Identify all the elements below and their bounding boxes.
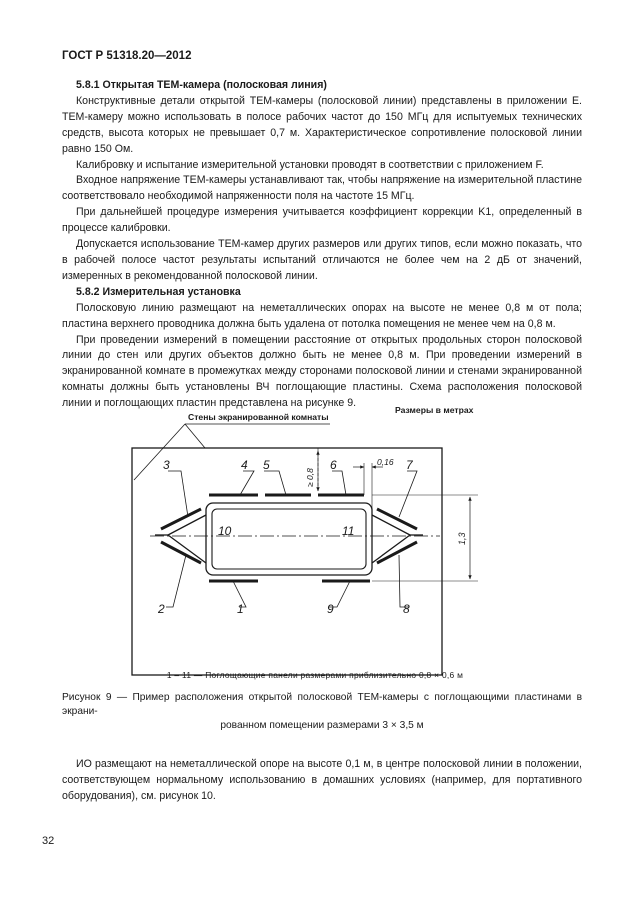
figure-caption [62, 691, 582, 733]
document-code-header: ГОСТ Р 51318.20—2012 [62, 50, 192, 62]
dim-top-label: ≥ 0,8 [305, 468, 315, 487]
panel-7 [377, 509, 417, 529]
label-7: 7 [406, 458, 413, 472]
label-9: 9 [327, 602, 334, 616]
section-582-paragraph: Полосковую линию размещают на неметаллических опорах на высоте не менее 0,8 м от пола; пластина верхнего проводника должна быть удалена от потолка помещения не менее чем на 0,8 м. [62, 301, 582, 330]
section-582-heading: 5.8.2 Измерительная установка [76, 285, 241, 298]
leader-2 [166, 555, 186, 607]
main-text [62, 78, 582, 412]
section-581-heading: 5.8.1 Открытая ТЕМ-камера (полосковая линия) [76, 79, 327, 91]
label-3: 3 [163, 458, 170, 472]
section-581-paragraph: Калибровку и испытание измерительной установки проводят в соответствии с приложением F. [76, 158, 544, 171]
label-6: 6 [330, 458, 337, 472]
section-581-paragraph: Конструктивные детали открытой ТЕМ-камеры (полосковой линии) представлены в приложении Е. ТЕМ-камеру можно использовать в полосе рабочих частот до 150 МГц для испытуемых технических средств, высота которых не превышает 0,7 м. Характеристическое сопротивление полосковой линии равно 150 Ом. [62, 94, 582, 155]
leader-5 [264, 471, 286, 495]
panel-3 [161, 509, 201, 529]
figure-9-diagram [0, 385, 630, 685]
page-number: 32 [42, 835, 55, 847]
dim-width-label: 1,3 [457, 532, 467, 545]
label-10: 10 [218, 524, 232, 538]
leader-7 [399, 471, 417, 517]
walls-leader-2 [185, 424, 205, 448]
section-582-paragraph: При проведении измерений в помещении расстояние от открытых продольных сторон полосковой линии до стен или других объектов должно быть не менее 0,8 м. При проведении измерений в экранированной комнате в промежутках между сторонами полосковой линии и стенами экранированной комнаты должны быть установлены ВЧ поглощающие пластины. Схема расположения полосковой линии и поглощающих пластин представлена на рисунке 9. [62, 333, 582, 410]
units-label: Размеры в метрах [395, 405, 474, 415]
figure-caption-line-1: Рисунок 9 — Пример расположения открытой полосковой ТЕМ-камеры с поглощающими пластинами в экрани- [62, 692, 582, 717]
label-11: 11 [342, 524, 355, 538]
label-1: 1 [237, 602, 244, 616]
section-581-paragraph: Входное напряжение ТЕМ-камеры устанавливают так, чтобы напряжение на измерительной пластине соответствовало необходимой напряженности поля на частоте 15 МГц. [62, 174, 582, 203]
figure-legend: 1 – 11 — Поглощающие панели размерами приблизительно 0,8 × 0,6 м [166, 670, 464, 680]
room-walls-rect [132, 448, 442, 675]
walls-leader-1 [134, 424, 185, 480]
strip-line-outer [206, 503, 372, 575]
leader-4 [240, 471, 254, 495]
dim-gap-label: 0,16 [377, 457, 394, 467]
strip-line-inner [212, 509, 366, 569]
closing-paragraph: ИО размещают на неметаллической опоре на высоте 0,1 м, в центре полосковой линии в положении, соответствующем нормальному использованию в домашних условиях (например, для портативного оборудования), см. рисунок 10. [62, 758, 582, 802]
leader-3 [168, 471, 188, 517]
label-2: 2 [158, 602, 165, 616]
label-4: 4 [241, 458, 248, 472]
figure-caption-line-2: рованном помещении размерами 3 × 3,5 м [220, 720, 424, 731]
section-581-paragraph: Допускается использование ТЕМ-камер других размеров или других типов, если можно показать, что в рабочей полосе частот результаты испытаний отличаются не более чем на 2 дБ от значений, измеренных в рекомендованной полосковой линии. [62, 238, 582, 282]
closing-text [62, 757, 582, 805]
leader-6 [332, 471, 346, 495]
label-5: 5 [263, 458, 270, 472]
walls-label: Стены экранированной комнаты [188, 412, 329, 422]
section-581-paragraph: При дальнейшей процедуре измерения учитывается коэффициент коррекции K1, определенный в процессе калибровки. [62, 206, 582, 235]
label-8: 8 [403, 602, 410, 616]
